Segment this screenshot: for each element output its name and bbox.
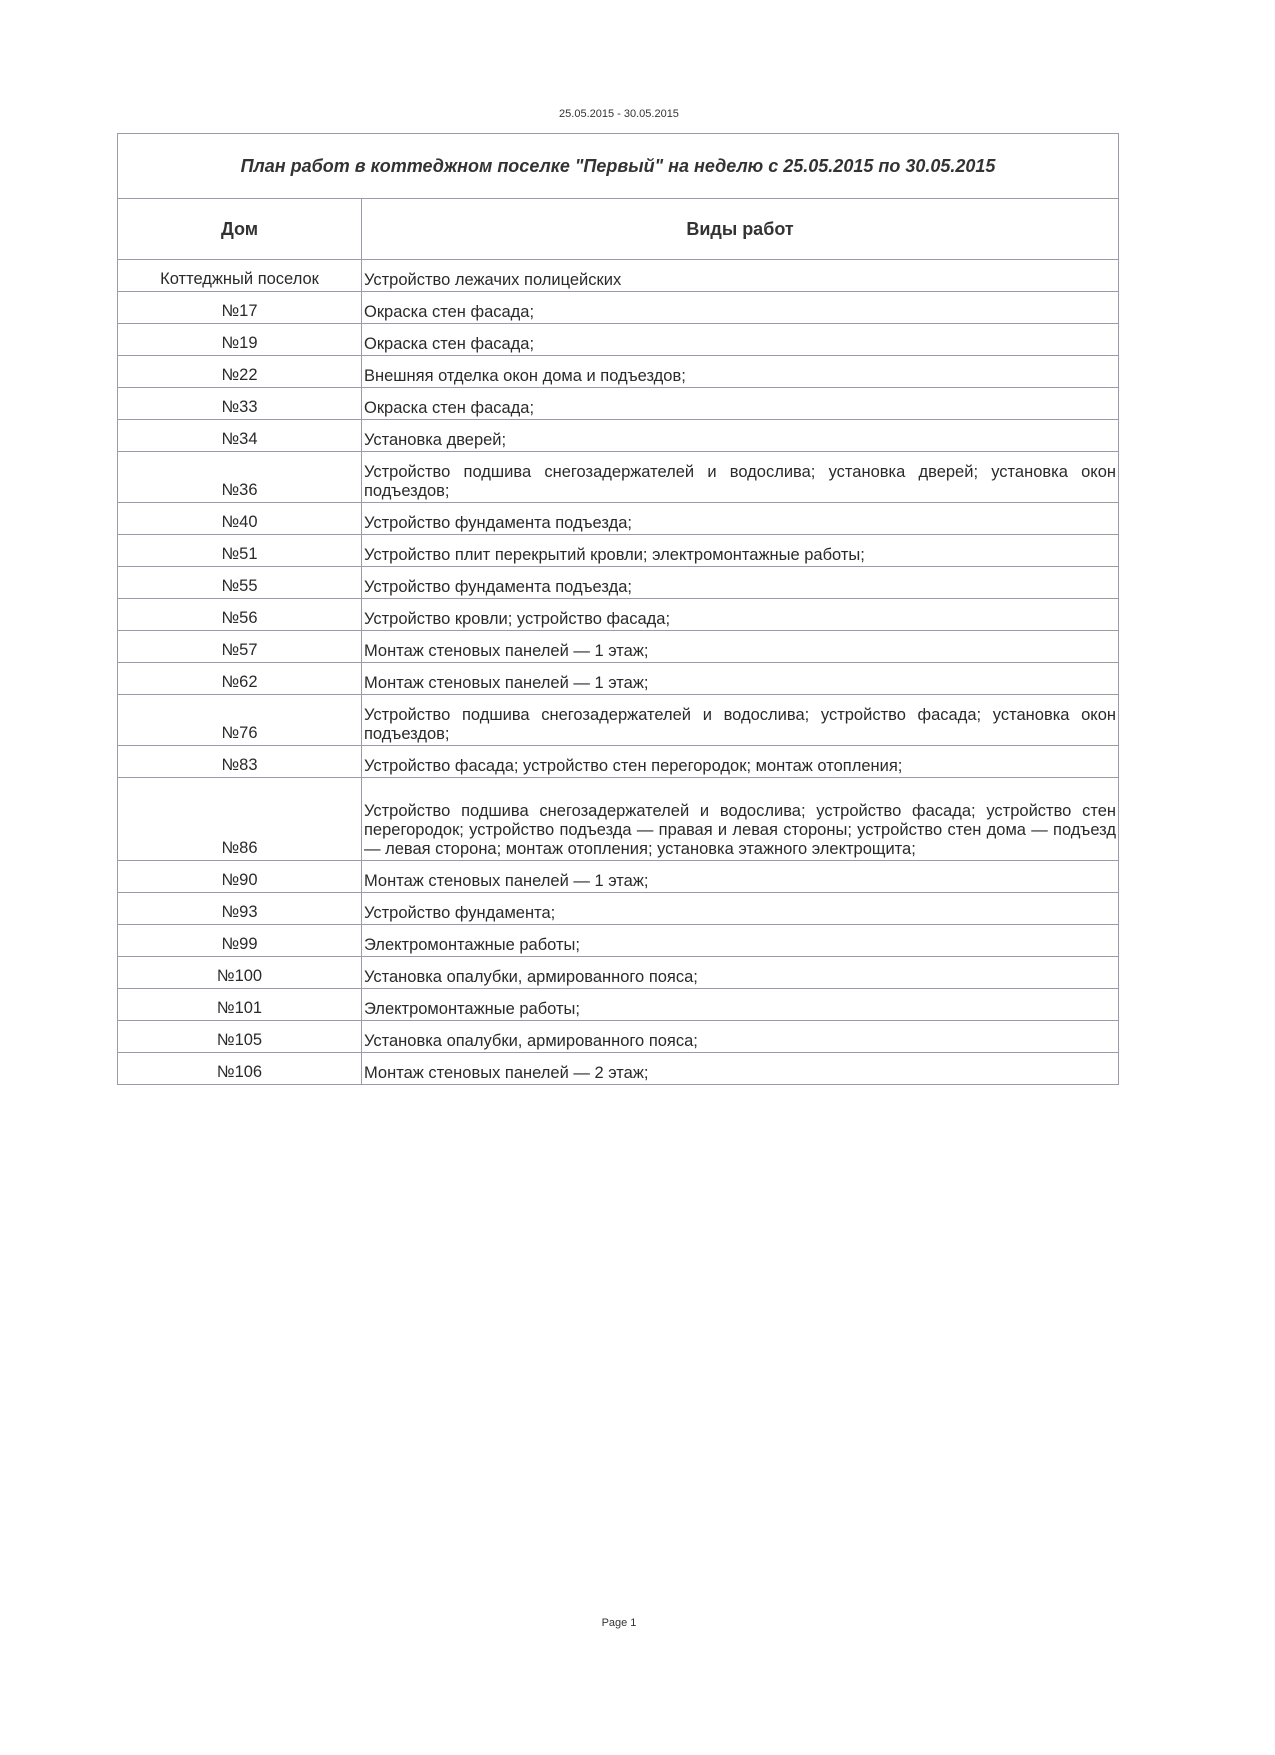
work-description-cell: Устройство подшива снегозадержателей и водослива; устройство фасада; установка окон подъездов; — [362, 695, 1119, 746]
table-row — [118, 893, 1119, 925]
work-description-cell: Окраска стен фасада; — [362, 292, 1119, 324]
work-description-cell: Установка опалубки, армированного пояса; — [362, 1021, 1119, 1053]
work-description-cell: Устройство лежачих полицейских — [362, 260, 1119, 292]
table-row — [118, 778, 1119, 861]
work-description-cell: Внешняя отделка окон дома и подъездов; — [362, 356, 1119, 388]
house-number-cell: №57 — [118, 631, 362, 663]
work-plan-table — [117, 133, 1119, 1085]
table-row — [118, 925, 1119, 957]
table-row — [118, 535, 1119, 567]
work-description-cell: Установка опалубки, армированного пояса; — [362, 957, 1119, 989]
work-description-cell: Электромонтажные работы; — [362, 989, 1119, 1021]
work-description-cell: Устройство фасада; устройство стен перегородок; монтаж отопления; — [362, 746, 1119, 778]
house-number-cell: №83 — [118, 746, 362, 778]
page-footer-number: Page 1 — [601, 1617, 637, 1629]
house-number-cell: №33 — [118, 388, 362, 420]
house-number-cell: №62 — [118, 663, 362, 695]
work-description-cell: Окраска стен фасада; — [362, 388, 1119, 420]
table-row — [118, 324, 1119, 356]
work-description-cell: Монтаж стеновых панелей — 2 этаж; — [362, 1053, 1119, 1085]
table-row — [118, 292, 1119, 324]
house-number-cell: №34 — [118, 420, 362, 452]
work-description-cell: Окраска стен фасада; — [362, 324, 1119, 356]
house-number-cell: №36 — [118, 452, 362, 503]
table-row — [118, 388, 1119, 420]
house-number-cell: №100 — [118, 957, 362, 989]
work-description-cell: Устройство фундамента; — [362, 893, 1119, 925]
work-description-cell: Устройство фундамента подъезда; — [362, 503, 1119, 535]
house-number-cell: №93 — [118, 893, 362, 925]
house-number-cell: №51 — [118, 535, 362, 567]
work-description-cell: Электромонтажные работы; — [362, 925, 1119, 957]
table-title-row — [118, 134, 1119, 199]
house-number-cell: №101 — [118, 989, 362, 1021]
table-row — [118, 567, 1119, 599]
page-header-date-range: 25.05.2015 - 30.05.2015 — [559, 108, 679, 120]
table-row — [118, 599, 1119, 631]
work-description-cell: Устройство подшива снегозадержателей и водослива; установка дверей; установка окон подъездов; — [362, 452, 1119, 503]
work-description-cell: Монтаж стеновых панелей — 1 этаж; — [362, 861, 1119, 893]
work-description-cell: Установка дверей; — [362, 420, 1119, 452]
work-description-cell: Монтаж стеновых панелей — 1 этаж; — [362, 631, 1119, 663]
table-title: План работ в коттеджном поселке "Первый" на неделю с 25.05.2015 по 30.05.2015 — [118, 134, 1119, 199]
house-number-cell: №99 — [118, 925, 362, 957]
table-row — [118, 260, 1119, 292]
table-row — [118, 957, 1119, 989]
table-row — [118, 452, 1119, 503]
house-number-cell: №106 — [118, 1053, 362, 1085]
house-number-cell: №19 — [118, 324, 362, 356]
table-row — [118, 989, 1119, 1021]
work-description-cell: Устройство кровли; устройство фасада; — [362, 599, 1119, 631]
table-row — [118, 861, 1119, 893]
house-number-cell: №22 — [118, 356, 362, 388]
table-row — [118, 1021, 1119, 1053]
table-header-row — [118, 199, 1119, 260]
table-row — [118, 356, 1119, 388]
work-description-cell: Устройство плит перекрытий кровли; электромонтажные работы; — [362, 535, 1119, 567]
table-row — [118, 420, 1119, 452]
table-row — [118, 663, 1119, 695]
house-number-cell: №40 — [118, 503, 362, 535]
house-number-cell: №55 — [118, 567, 362, 599]
house-number-cell: №90 — [118, 861, 362, 893]
house-number-cell: №17 — [118, 292, 362, 324]
table-row — [118, 746, 1119, 778]
work-description-cell: Монтаж стеновых панелей — 1 этаж; — [362, 663, 1119, 695]
table-row — [118, 695, 1119, 746]
work-description-cell: Устройство подшива снегозадержателей и водослива; устройство фасада; устройство стен перегородок; устройство подъезда — правая и левая стороны; устройство стен дома — подъезд — левая сторона; монтаж отопления; установка этажного электрощита; — [362, 778, 1119, 861]
work-description-cell: Устройство фундамента подъезда; — [362, 567, 1119, 599]
house-number-cell: Коттеджный поселок — [118, 260, 362, 292]
column-header-work-types: Виды работ — [362, 199, 1119, 260]
house-number-cell: №56 — [118, 599, 362, 631]
table-row — [118, 631, 1119, 663]
house-number-cell: №105 — [118, 1021, 362, 1053]
table-row — [118, 1053, 1119, 1085]
house-number-cell: №76 — [118, 695, 362, 746]
table-row — [118, 503, 1119, 535]
house-number-cell: №86 — [118, 778, 362, 861]
column-header-house: Дом — [118, 199, 362, 260]
